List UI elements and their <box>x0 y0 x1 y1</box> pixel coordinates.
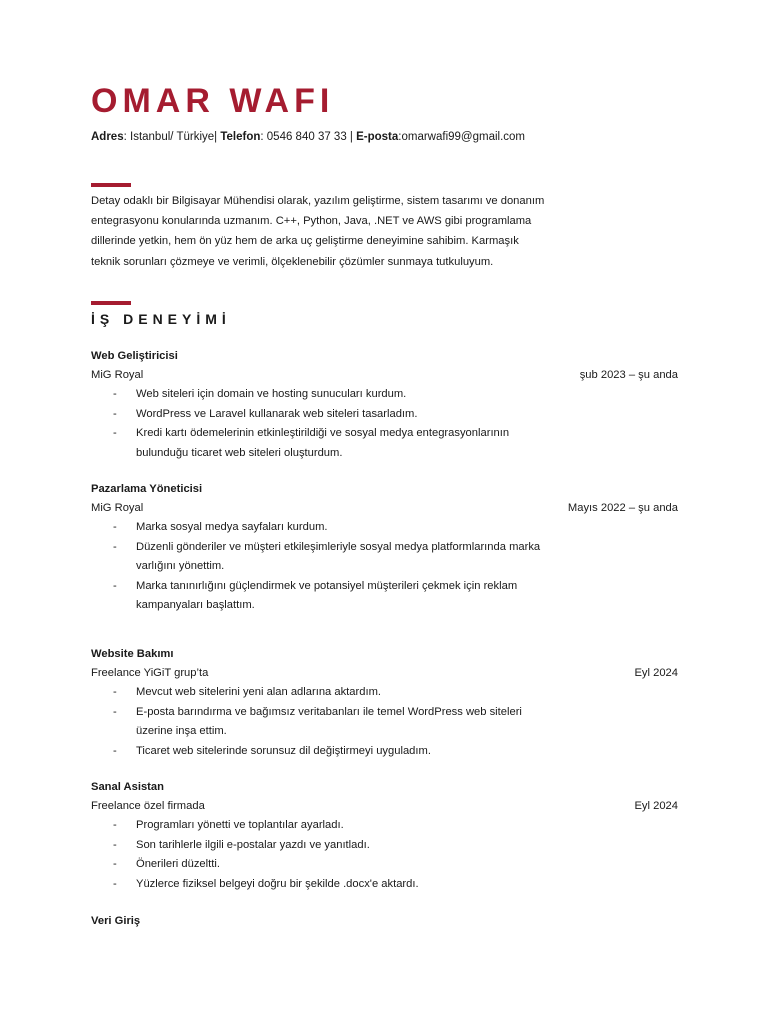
job-bullet: - Kredi kartı ödemelerinin etkinleştirildiği ve sosyal medya entegrasyonlarının bulunduğu ticaret web siteleri oluşturdum. <box>91 424 546 463</box>
job-entry <box>91 778 678 894</box>
job-bullets <box>91 816 678 894</box>
job-meta <box>91 664 678 683</box>
experience-divider <box>91 301 131 305</box>
summary-divider <box>91 183 131 187</box>
job-bullet: - Son tarihlerle ilgili e-postalar yazdı ve yanıtladı. <box>91 836 546 856</box>
job-entry <box>91 480 678 616</box>
experience-heading: İŞ DENEYİMİ <box>91 311 231 327</box>
job-bullet: - Yüzlerce fiziksel belgeyi doğru bir şekilde .docx'e aktardı. <box>91 875 546 895</box>
job-bullet: - Önerileri düzeltti. <box>91 855 546 875</box>
job-bullet: - Ticaret web sitelerinde sorunsuz dil değiştirmeyi uyguladım. <box>91 742 546 762</box>
candidate-name: OMAR WAFI <box>91 82 335 120</box>
phone-label: Telefon <box>220 131 261 143</box>
job-meta <box>91 797 678 816</box>
job-bullet: - Düzenli gönderiler ve müşteri etkileşimleriyle sosyal medya platformlarında marka varlığını yönettim. <box>91 538 546 577</box>
job-title: Web Geliştiricisi <box>91 350 178 362</box>
job-bullet: - Web siteleri için domain ve hosting sunucuları kurdum. <box>91 385 546 405</box>
job-date: şub 2023 – şu anda <box>579 369 678 381</box>
job-bullet: - Marka tanınırlığını güçlendirmek ve potansiyel müşterileri çekmek için reklam kampanyaları başlattım. <box>91 577 546 616</box>
summary-text: Detay odaklı bir Bilgisayar Mühendisi olarak, yazılım geliştirme, sistem tasarımı ve donanım entegrasyonu konularında uzmanım. C++, Python, Java, .NET ve AWS gibi programlama dillerinde yetkin, hem ön yüz hem de arka uç geliştirme deneyimine sahibim. Karmaşık teknik sorunları çözmeye ve verimli, ölçeklenebilir çözümler sunmaya tutkuluyum. <box>91 195 545 268</box>
email-label: E-posta <box>356 131 399 143</box>
phone-value: : 0546 840 37 33 | <box>260 131 357 143</box>
job-bullets <box>91 385 678 463</box>
contact-line <box>91 131 525 143</box>
job-meta <box>91 366 678 385</box>
job-bullets <box>91 683 678 761</box>
address-label: Adres <box>91 131 124 143</box>
job-meta <box>91 499 678 518</box>
job-bullet: - E-posta barındırma ve bağımsız veritabanları ile temel WordPress web siteleri üzerine inşa ettim. <box>91 703 546 742</box>
job-title: Veri Giriş <box>91 915 141 927</box>
address-value: : Istanbul/ Türkiye| <box>123 131 221 143</box>
job-title: Pazarlama Yöneticisi <box>91 483 203 495</box>
job-company: Freelance YiGiT grup’ta <box>91 667 209 679</box>
job-entry <box>91 645 678 761</box>
job-bullets <box>91 518 678 616</box>
job-bullet: - WordPress ve Laravel kullanarak web siteleri tasarladım. <box>91 405 546 425</box>
email-value: :omarwafi99@gmail.com <box>398 131 525 143</box>
job-date: Eyl 2024 <box>634 800 678 812</box>
job-date: Eyl 2024 <box>634 667 678 679</box>
job-company: MiG Royal <box>91 369 144 381</box>
job-title: Website Bakımı <box>91 648 174 660</box>
job-company: Freelance özel firmada <box>91 800 205 812</box>
job-company: MiG Royal <box>91 502 144 514</box>
job-entry <box>91 347 678 463</box>
job-bullet: - Mevcut web sitelerini yeni alan adlarına aktardım. <box>91 683 546 703</box>
job-entry <box>91 912 678 931</box>
job-date: Mayıs 2022 – şu anda <box>567 502 678 514</box>
job-title: Sanal Asistan <box>91 781 164 793</box>
job-bullet: - Programları yönetti ve toplantılar ayarladı. <box>91 816 546 836</box>
job-bullet: - Marka sosyal medya sayfaları kurdum. <box>91 518 546 538</box>
